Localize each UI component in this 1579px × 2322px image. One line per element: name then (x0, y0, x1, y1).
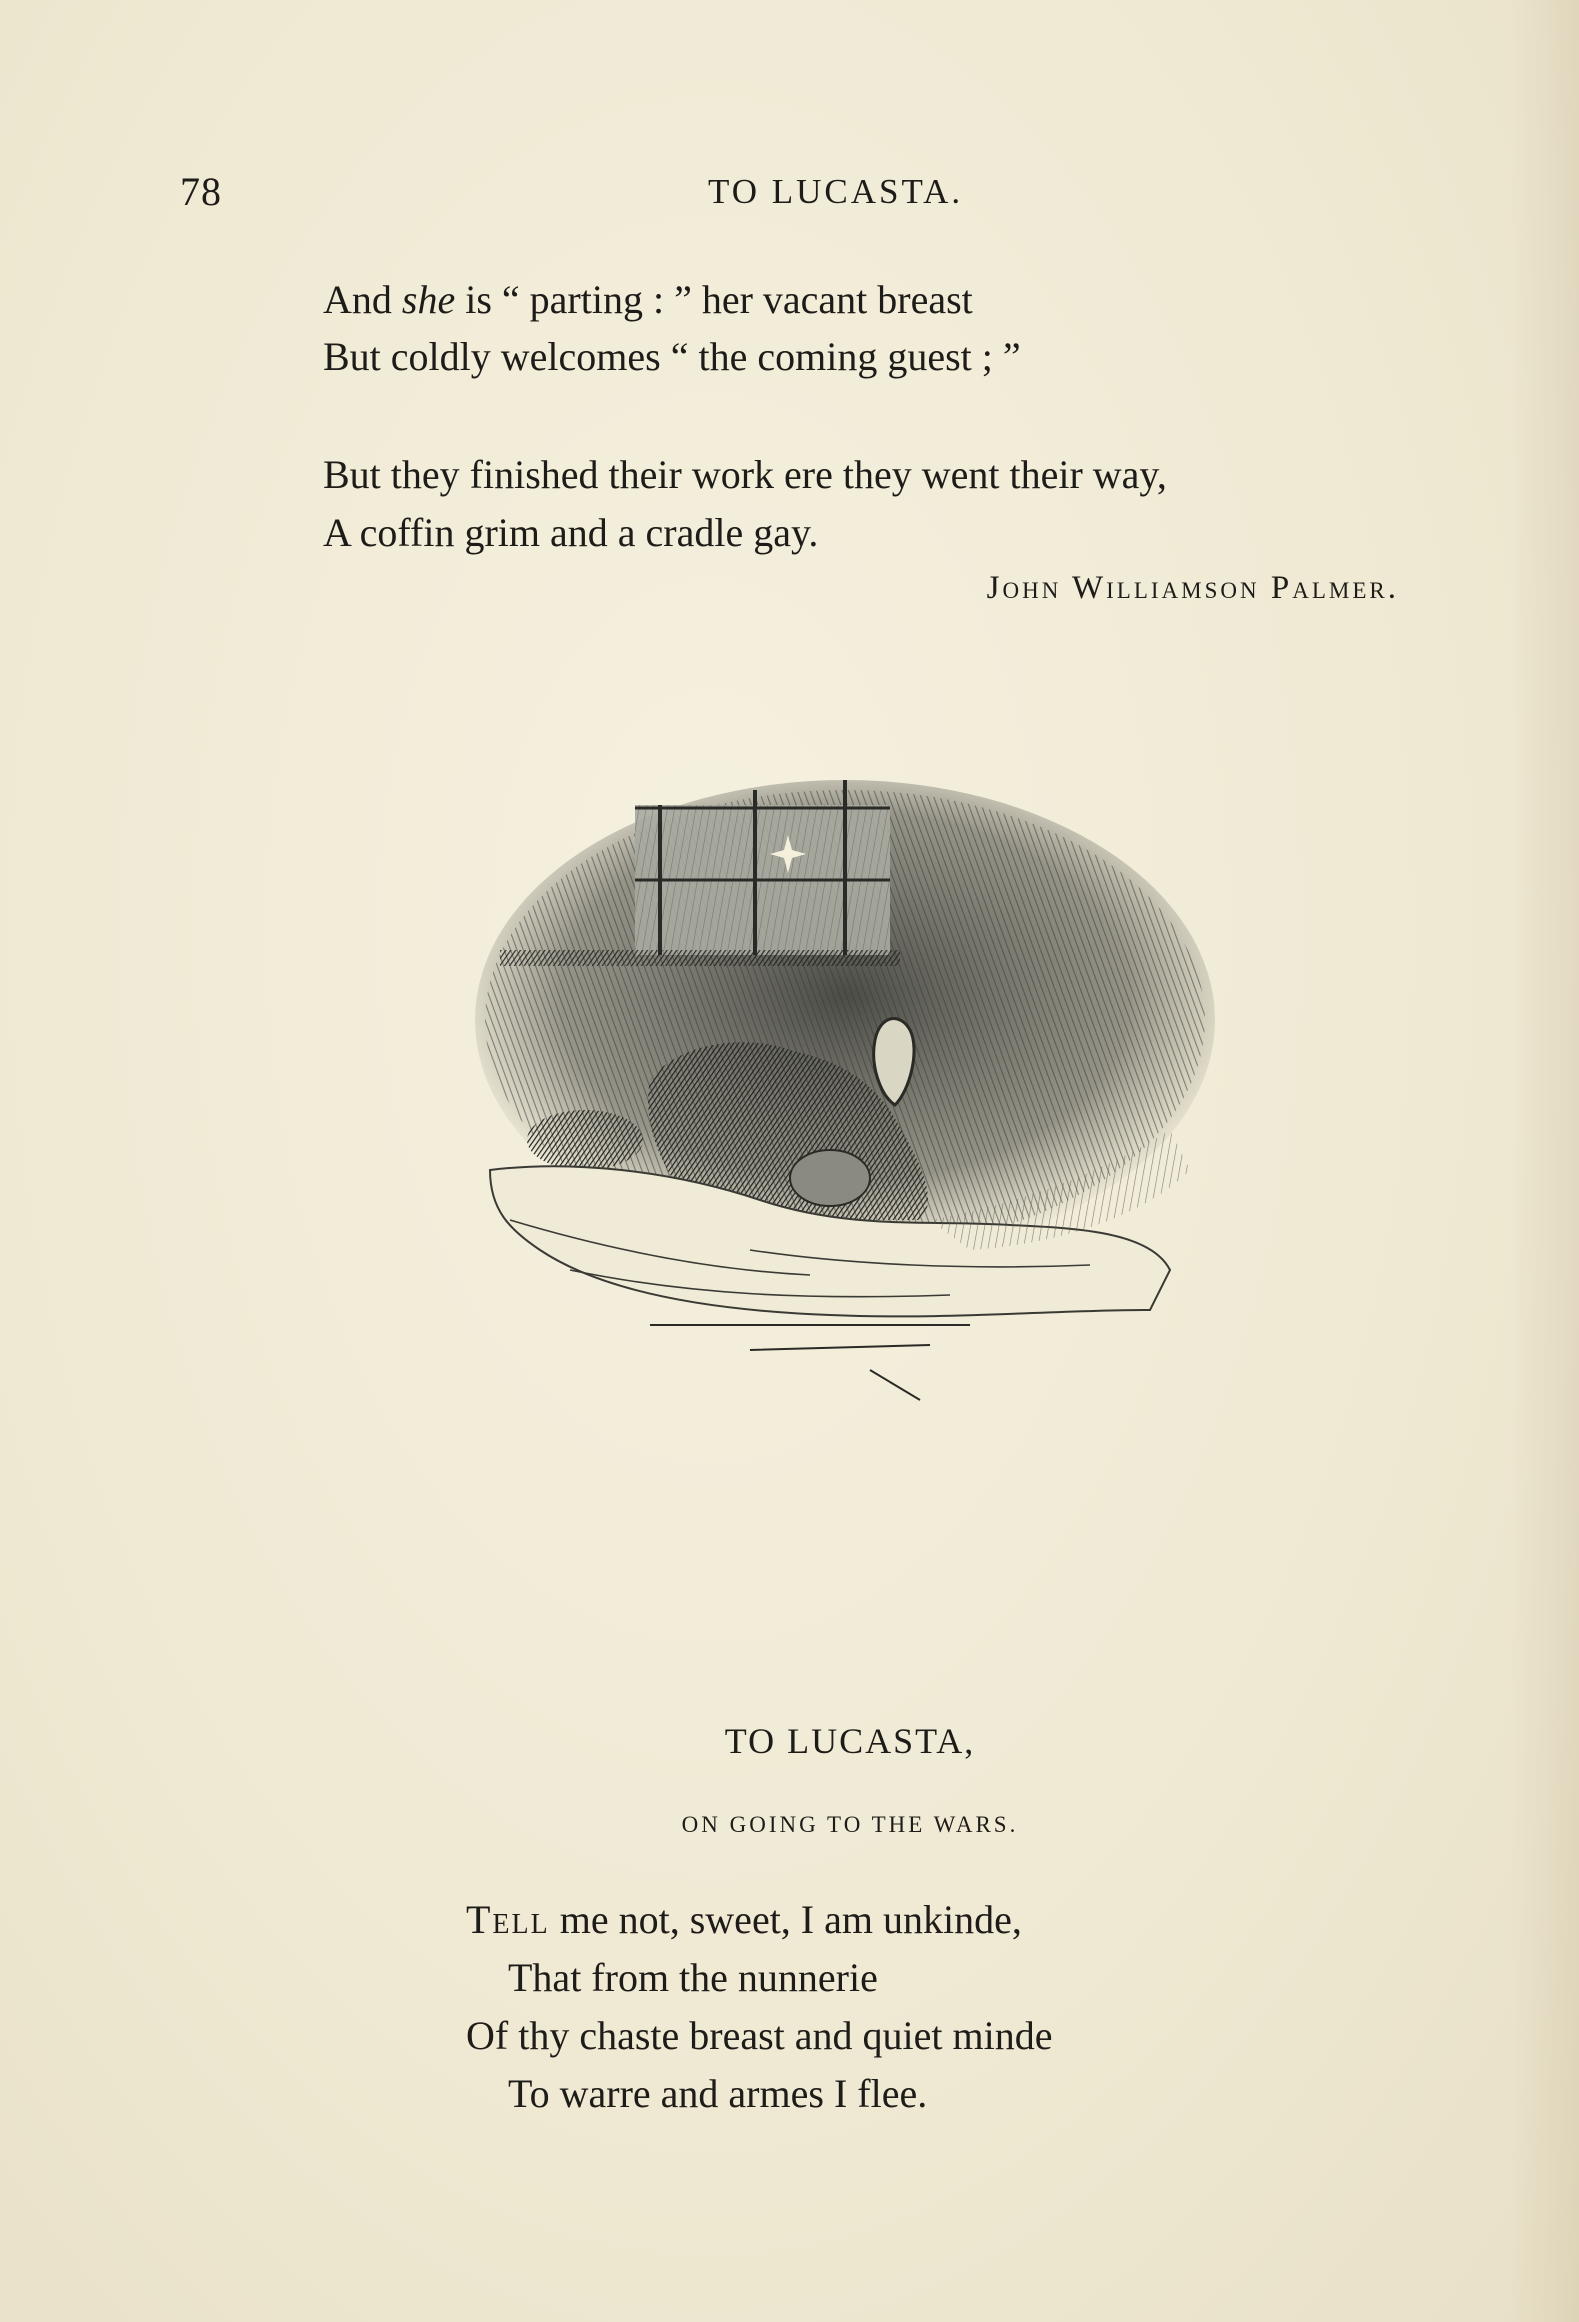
poem-line-2: That from the nunnerie (508, 1955, 878, 2000)
poem-title: TO LUCASTA, (724, 1721, 976, 1761)
engraving-praying-figure-icon (450, 750, 1240, 1410)
page-edge-shadow (1509, 0, 1579, 2322)
line-text-start: And (323, 277, 402, 322)
running-title: TO LUCASTA. (708, 172, 964, 211)
previous-poem-line-2: But coldly welcomes “ the coming guest ; ” (323, 334, 1021, 379)
poem-line-4: To warre and armes I flee. (508, 2071, 928, 2116)
line-text-end: is “ parting : ” her vacant breast (455, 277, 973, 322)
poem-line-1 (466, 1895, 1022, 1945)
page-number: 78 (180, 169, 222, 214)
poem-subtitle: ON GOING TO THE WARS. (681, 1812, 1019, 1837)
author-attribution: John Williamson Palmer. (986, 570, 1399, 606)
line-text-rest: me not, sweet, I am unkinde, (549, 1897, 1022, 1942)
previous-poem-line-3: But they finished their work ere they went their way, (323, 452, 1167, 497)
poem-line-3: Of thy chaste breast and quiet minde (466, 2013, 1053, 2058)
engraving-illustration (450, 750, 1240, 1410)
opening-word: Tell (466, 1897, 550, 1942)
running-head (0, 168, 1579, 228)
italic-word: she (401, 277, 456, 322)
previous-poem-line-1 (323, 275, 973, 325)
previous-poem-line-4: A coffin grim and a cradle gay. (323, 510, 819, 555)
